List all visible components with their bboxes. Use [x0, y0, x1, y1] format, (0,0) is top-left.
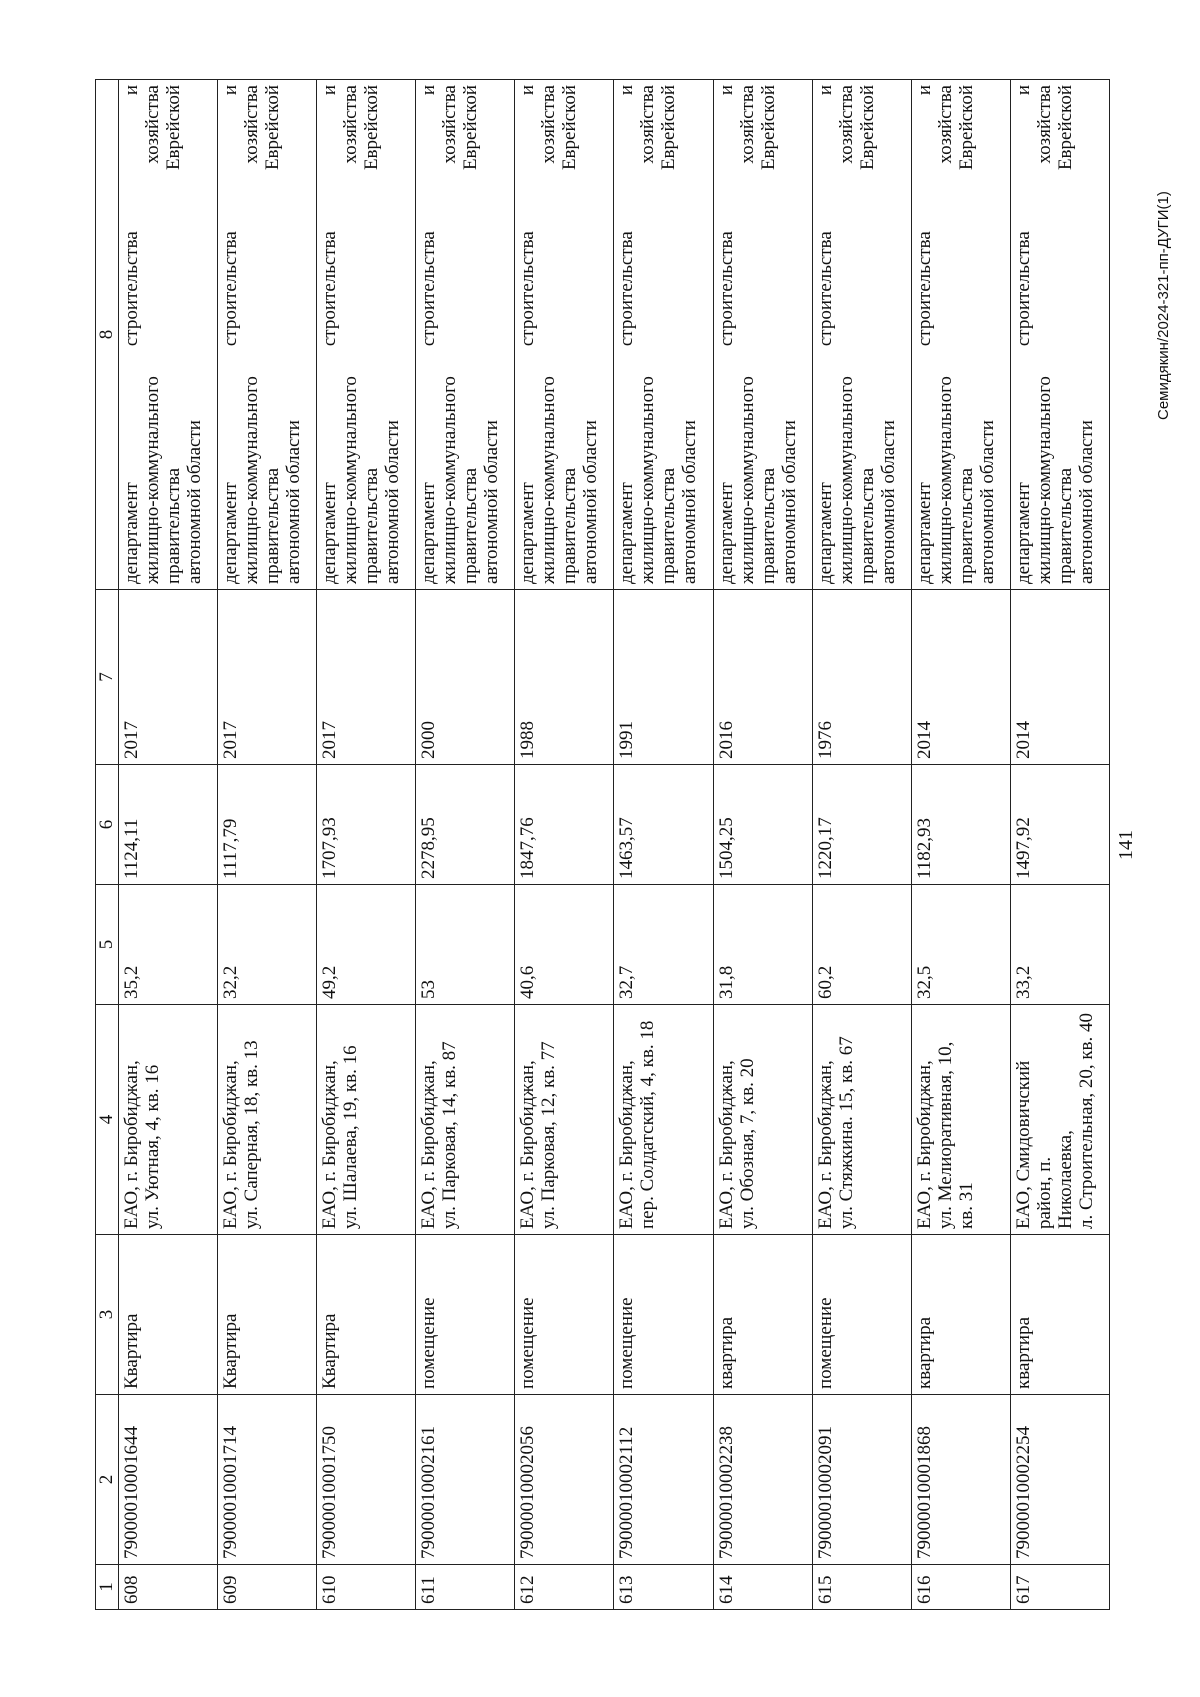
holder-line: автономной области — [184, 420, 205, 584]
registry-code-cell: 79000010002091 — [812, 1395, 911, 1565]
year-cell: 1991 — [614, 590, 713, 765]
document-footer-id: Семидякин/2024-321-пп-ДУГИ(1) — [1155, 191, 1172, 420]
address-line: л. Строительная, 20, кв. 40 — [1075, 1012, 1097, 1229]
table-row — [515, 80, 614, 1610]
row-number-cell: 615 — [812, 1565, 911, 1610]
row-number-cell: 613 — [614, 1565, 713, 1610]
registry-code-cell: 79000010002254 — [1010, 1395, 1109, 1565]
area-cell: 31,8 — [713, 885, 812, 1005]
holder-line: жилищно-коммунального хозяйства — [835, 85, 857, 584]
area-cell: 32,5 — [911, 885, 1010, 1005]
address-line: ЕАО, г. Биробиджан, — [814, 1060, 836, 1229]
holder-line: автономной области — [679, 420, 701, 584]
address-cell — [515, 1005, 614, 1235]
object-type-cell: помещение — [515, 1235, 614, 1395]
holder-line: автономной области — [877, 420, 899, 584]
year-cell: 2017 — [317, 590, 416, 765]
year-cell: 2017 — [218, 590, 317, 765]
value-cell: 2278,95 — [416, 765, 515, 885]
address-cell — [911, 1005, 1010, 1235]
holder-cell — [911, 80, 1010, 590]
address-cell — [218, 1005, 317, 1235]
holder-line: автономной области — [976, 420, 998, 584]
object-type-cell: помещение — [416, 1235, 515, 1395]
object-type-cell: помещение — [812, 1235, 911, 1395]
row-number-cell: 608 — [119, 1565, 218, 1610]
column-header: 2 — [96, 1395, 119, 1565]
holder-line: жилищно-коммунального хозяйства — [142, 85, 163, 584]
address-cell — [614, 1005, 713, 1235]
object-type-cell: квартира — [713, 1235, 812, 1395]
year-cell: 2014 — [911, 590, 1010, 765]
holder-cell — [317, 80, 416, 590]
area-cell: 49,2 — [317, 885, 416, 1005]
registry-code-cell: 79000010002238 — [713, 1395, 812, 1565]
holder-line: правительства Еврейской — [361, 85, 383, 584]
holder-line: правительства Еврейской — [262, 85, 284, 584]
address-line: кв. 31 — [955, 1182, 977, 1229]
address-line: Николаевка, — [1054, 1130, 1076, 1229]
holder-cell — [614, 80, 713, 590]
registry-code-cell: 79000010001750 — [317, 1395, 416, 1565]
address-cell — [713, 1005, 812, 1235]
address-line: ул. Обозная, 7, кв. 20 — [736, 1058, 758, 1229]
registry-code-cell: 79000010002056 — [515, 1395, 614, 1565]
address-line: ЕАО, г. Биробиджан, — [715, 1060, 737, 1229]
column-header: 8 — [96, 80, 119, 590]
row-number-cell: 612 — [515, 1565, 614, 1610]
holder-cell — [218, 80, 317, 590]
row-number-cell: 611 — [416, 1565, 515, 1610]
object-type-cell: Квартира — [119, 1235, 218, 1395]
holder-line: правительства Еврейской — [658, 85, 680, 584]
holder-line: жилищно-коммунального хозяйства — [1033, 85, 1055, 584]
column-header: 6 — [96, 765, 119, 885]
registry-code-cell: 79000010001714 — [218, 1395, 317, 1565]
column-header: 5 — [96, 885, 119, 1005]
holder-line: департамент строительства и — [418, 85, 440, 584]
address-line: ЕАО, г. Биробиджан, — [913, 1060, 935, 1229]
year-cell: 2016 — [713, 590, 812, 765]
value-cell: 1504,25 — [713, 765, 812, 885]
holder-line: жилищно-коммунального хозяйства — [538, 85, 560, 584]
year-cell: 2000 — [416, 590, 515, 765]
row-number-cell: 616 — [911, 1565, 1010, 1610]
property-register-table — [95, 79, 1110, 1610]
table-row — [218, 80, 317, 1610]
address-line: ЕАО, г. Биробиджан, — [616, 1060, 638, 1229]
column-header: 3 — [96, 1235, 119, 1395]
holder-line: правительства Еврейской — [559, 85, 581, 584]
holder-line: автономной области — [1075, 420, 1097, 584]
holder-line: автономной области — [481, 420, 503, 584]
holder-line: правительства Еврейской — [757, 85, 779, 584]
holder-line: департамент строительства и — [913, 85, 935, 584]
value-cell: 1124,11 — [119, 765, 218, 885]
value-cell: 1220,17 — [812, 765, 911, 885]
column-header: 4 — [96, 1005, 119, 1235]
holder-line: департамент строительства и — [121, 85, 142, 584]
table-row — [317, 80, 416, 1610]
holder-line: департамент строительства и — [517, 85, 539, 584]
value-cell: 1847,76 — [515, 765, 614, 885]
address-line: ул. Парковая, 14, кв. 87 — [439, 1041, 461, 1229]
address-line: ЕАО, Смидовичский район, п. — [1012, 1060, 1055, 1229]
area-cell: 32,7 — [614, 885, 713, 1005]
address-line: ул. Стяжкина. 15, кв. 67 — [835, 1036, 857, 1229]
object-type-cell: помещение — [614, 1235, 713, 1395]
table-row — [812, 80, 911, 1610]
holder-line: автономной области — [382, 420, 404, 584]
row-number-cell: 610 — [317, 1565, 416, 1610]
area-cell: 32,2 — [218, 885, 317, 1005]
address-line: ул. Уютная, 4, кв. 16 — [142, 1064, 163, 1229]
table-row — [911, 80, 1010, 1610]
address-cell — [1010, 1005, 1109, 1235]
rotated-page — [95, 80, 1172, 1610]
value-cell: 1117,79 — [218, 765, 317, 885]
address-line: ЕАО, г. Биробиджан, — [220, 1060, 242, 1229]
column-header: 7 — [96, 590, 119, 765]
holder-line: автономной области — [283, 420, 305, 584]
address-line: ул. Шалаева, 19, кв. 16 — [340, 1045, 362, 1229]
year-cell: 1988 — [515, 590, 614, 765]
area-cell: 33,2 — [1010, 885, 1109, 1005]
holder-line: департамент строительства и — [319, 85, 341, 584]
holder-cell — [515, 80, 614, 590]
object-type-cell: Квартира — [317, 1235, 416, 1395]
row-number-cell: 617 — [1010, 1565, 1109, 1610]
address-cell — [119, 1005, 218, 1235]
address-line: ул. Мелиоративная, 10, — [934, 1041, 956, 1229]
registry-code-cell: 79000010001644 — [119, 1395, 218, 1565]
holder-line: правительства Еврейской — [1054, 85, 1076, 584]
address-line: ЕАО, г. Биробиджан, — [121, 1060, 142, 1229]
year-cell: 2014 — [1010, 590, 1109, 765]
table-row — [416, 80, 515, 1610]
address-cell — [416, 1005, 515, 1235]
holder-cell — [812, 80, 911, 590]
address-line: пер. Солдатский, 4, кв. 18 — [637, 1020, 659, 1229]
table-row — [1010, 80, 1109, 1610]
area-cell: 35,2 — [119, 885, 218, 1005]
area-cell: 53 — [416, 885, 515, 1005]
address-line: ул. Саперная, 18, кв. 13 — [241, 1040, 263, 1229]
page-number: 141 — [1115, 830, 1137, 860]
holder-line: департамент строительства и — [220, 85, 242, 584]
registry-code-cell: 79000010002161 — [416, 1395, 515, 1565]
header-row — [96, 80, 119, 1610]
holder-line: департамент строительства и — [1012, 85, 1034, 584]
table-row — [614, 80, 713, 1610]
holder-cell — [713, 80, 812, 590]
address-line: ЕАО, г. Биробиджан, — [319, 1060, 341, 1229]
value-cell: 1182,93 — [911, 765, 1010, 885]
holder-line: автономной области — [778, 420, 800, 584]
address-line: ЕАО, г. Биробиджан, — [418, 1060, 440, 1229]
value-cell: 1497,92 — [1010, 765, 1109, 885]
holder-line: жилищно-коммунального хозяйства — [934, 85, 956, 584]
column-header: 1 — [96, 1565, 119, 1610]
row-number-cell: 609 — [218, 1565, 317, 1610]
table-row — [119, 80, 218, 1610]
year-cell: 2017 — [119, 590, 218, 765]
address-line: ул. Парковая, 12, кв. 77 — [538, 1041, 560, 1229]
object-type-cell: квартира — [1010, 1235, 1109, 1395]
holder-cell — [416, 80, 515, 590]
value-cell: 1463,57 — [614, 765, 713, 885]
holder-line: жилищно-коммунального хозяйства — [241, 85, 263, 584]
object-type-cell: Квартира — [218, 1235, 317, 1395]
registry-code-cell: 79000010001868 — [911, 1395, 1010, 1565]
area-cell: 60,2 — [812, 885, 911, 1005]
holder-line: правительства Еврейской — [460, 85, 482, 584]
holder-line: департамент строительства и — [814, 85, 836, 584]
table-row — [713, 80, 812, 1610]
holder-line: правительства Еврейской — [163, 85, 184, 584]
holder-line: департамент строительства и — [715, 85, 737, 584]
holder-line: жилищно-коммунального хозяйства — [637, 85, 659, 584]
holder-cell — [119, 80, 218, 590]
holder-line: автономной области — [580, 420, 602, 584]
address-line: ЕАО, г. Биробиджан, — [517, 1060, 539, 1229]
address-cell — [317, 1005, 416, 1235]
row-number-cell: 614 — [713, 1565, 812, 1610]
holder-cell — [1010, 80, 1109, 590]
year-cell: 1976 — [812, 590, 911, 765]
value-cell: 1707,93 — [317, 765, 416, 885]
registry-code-cell: 79000010002112 — [614, 1395, 713, 1565]
address-cell — [812, 1005, 911, 1235]
holder-line: правительства Еврейской — [955, 85, 977, 584]
area-cell: 40,6 — [515, 885, 614, 1005]
holder-line: жилищно-коммунального хозяйства — [439, 85, 461, 584]
object-type-cell: квартира — [911, 1235, 1010, 1395]
holder-line: департамент строительства и — [616, 85, 638, 584]
holder-line: жилищно-коммунального хозяйства — [736, 85, 758, 584]
holder-line: правительства Еврейской — [856, 85, 878, 584]
holder-line: жилищно-коммунального хозяйства — [340, 85, 362, 584]
